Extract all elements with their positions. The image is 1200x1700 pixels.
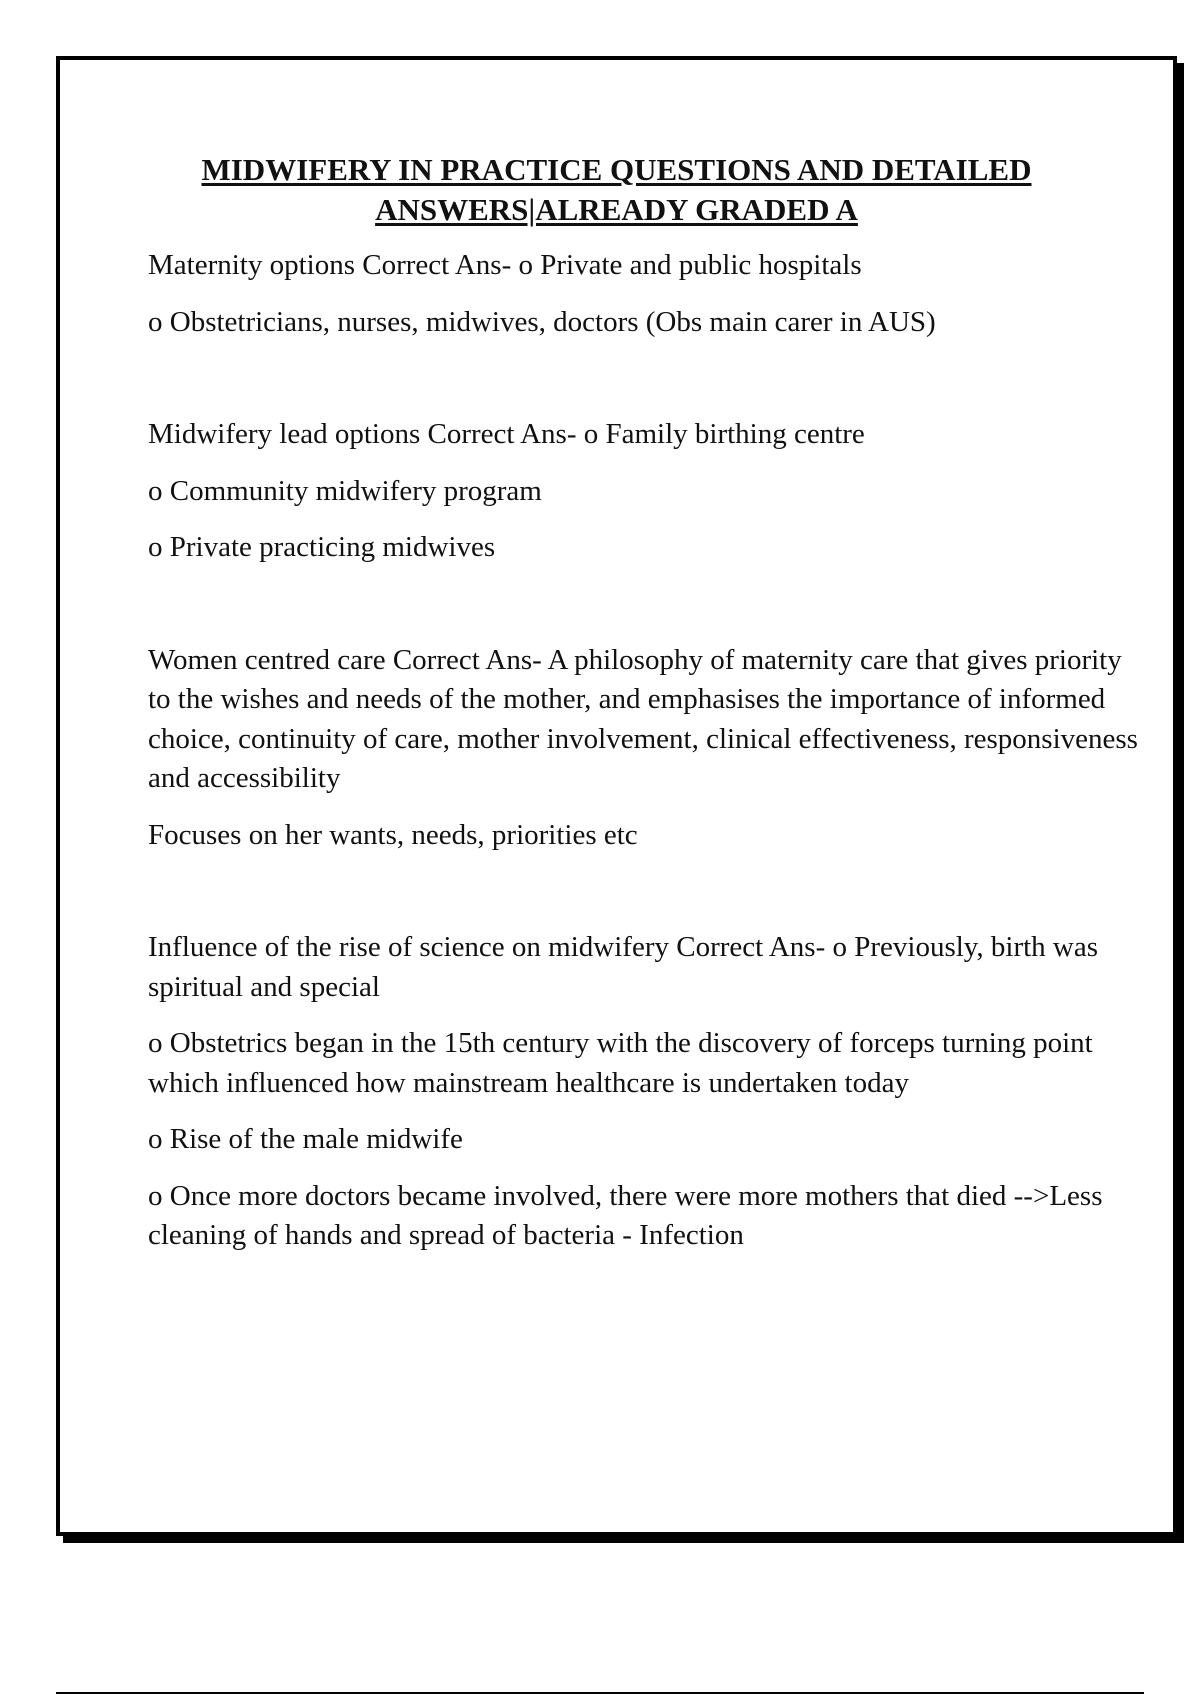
section-maternity-options — [148, 246, 1138, 342]
paragraph: o Once more doctors became involved, there were more mothers that died -->Less cleaning of hands and spread of bacteria - Infection — [148, 1179, 1103, 1251]
paragraph: o Obstetricians, nurses, midwives, doctors (Obs main carer in AUS) — [148, 305, 936, 338]
paragraph: Influence of the rise of science on midwifery Correct Ans- o Previously, birth was spiritual and special — [148, 931, 1099, 1003]
paragraph: o Obstetrics began in the 15th century with the discovery of forceps turning point which influenced how mainstream healthcare is undertaken today — [148, 1027, 1093, 1099]
section-gap — [148, 585, 1138, 641]
section-rise-of-science — [148, 928, 1138, 1256]
footer-divider — [56, 1692, 1144, 1694]
paragraph: Focuses on her wants, needs, priorities etc — [148, 818, 638, 851]
paragraph: Midwifery lead options Correct Ans- o Family birthing centre — [148, 418, 865, 450]
title-line-1: MIDWIFERY IN PRACTICE QUESTIONS AND DETAILED — [201, 152, 1032, 187]
paragraph: Women centred care Correct Ans- A philosophy of maternity care that gives priority to the wishes and needs of the mother, and emphasises the importance of informed choice, continuity of care, mother involvement, clinical effectiveness, responsiveness and accessibility — [148, 643, 1138, 794]
paragraph: o Private practicing midwives — [148, 531, 496, 563]
paragraph: Maternity options Correct Ans- o Private and public hospitals — [148, 249, 862, 281]
section-women-centred-care — [148, 641, 1138, 856]
section-midwifery-lead-options — [148, 415, 1138, 568]
section-gap — [148, 359, 1138, 415]
document-title — [60, 150, 1173, 230]
paragraph: o Rise of the male midwife — [148, 1123, 463, 1155]
page-frame — [56, 56, 1177, 1536]
document-body — [148, 246, 1138, 1273]
section-gap — [148, 872, 1138, 928]
paragraph: o Community midwifery program — [148, 474, 542, 507]
title-line-2: ANSWERS|ALREADY GRADED A — [375, 192, 858, 227]
